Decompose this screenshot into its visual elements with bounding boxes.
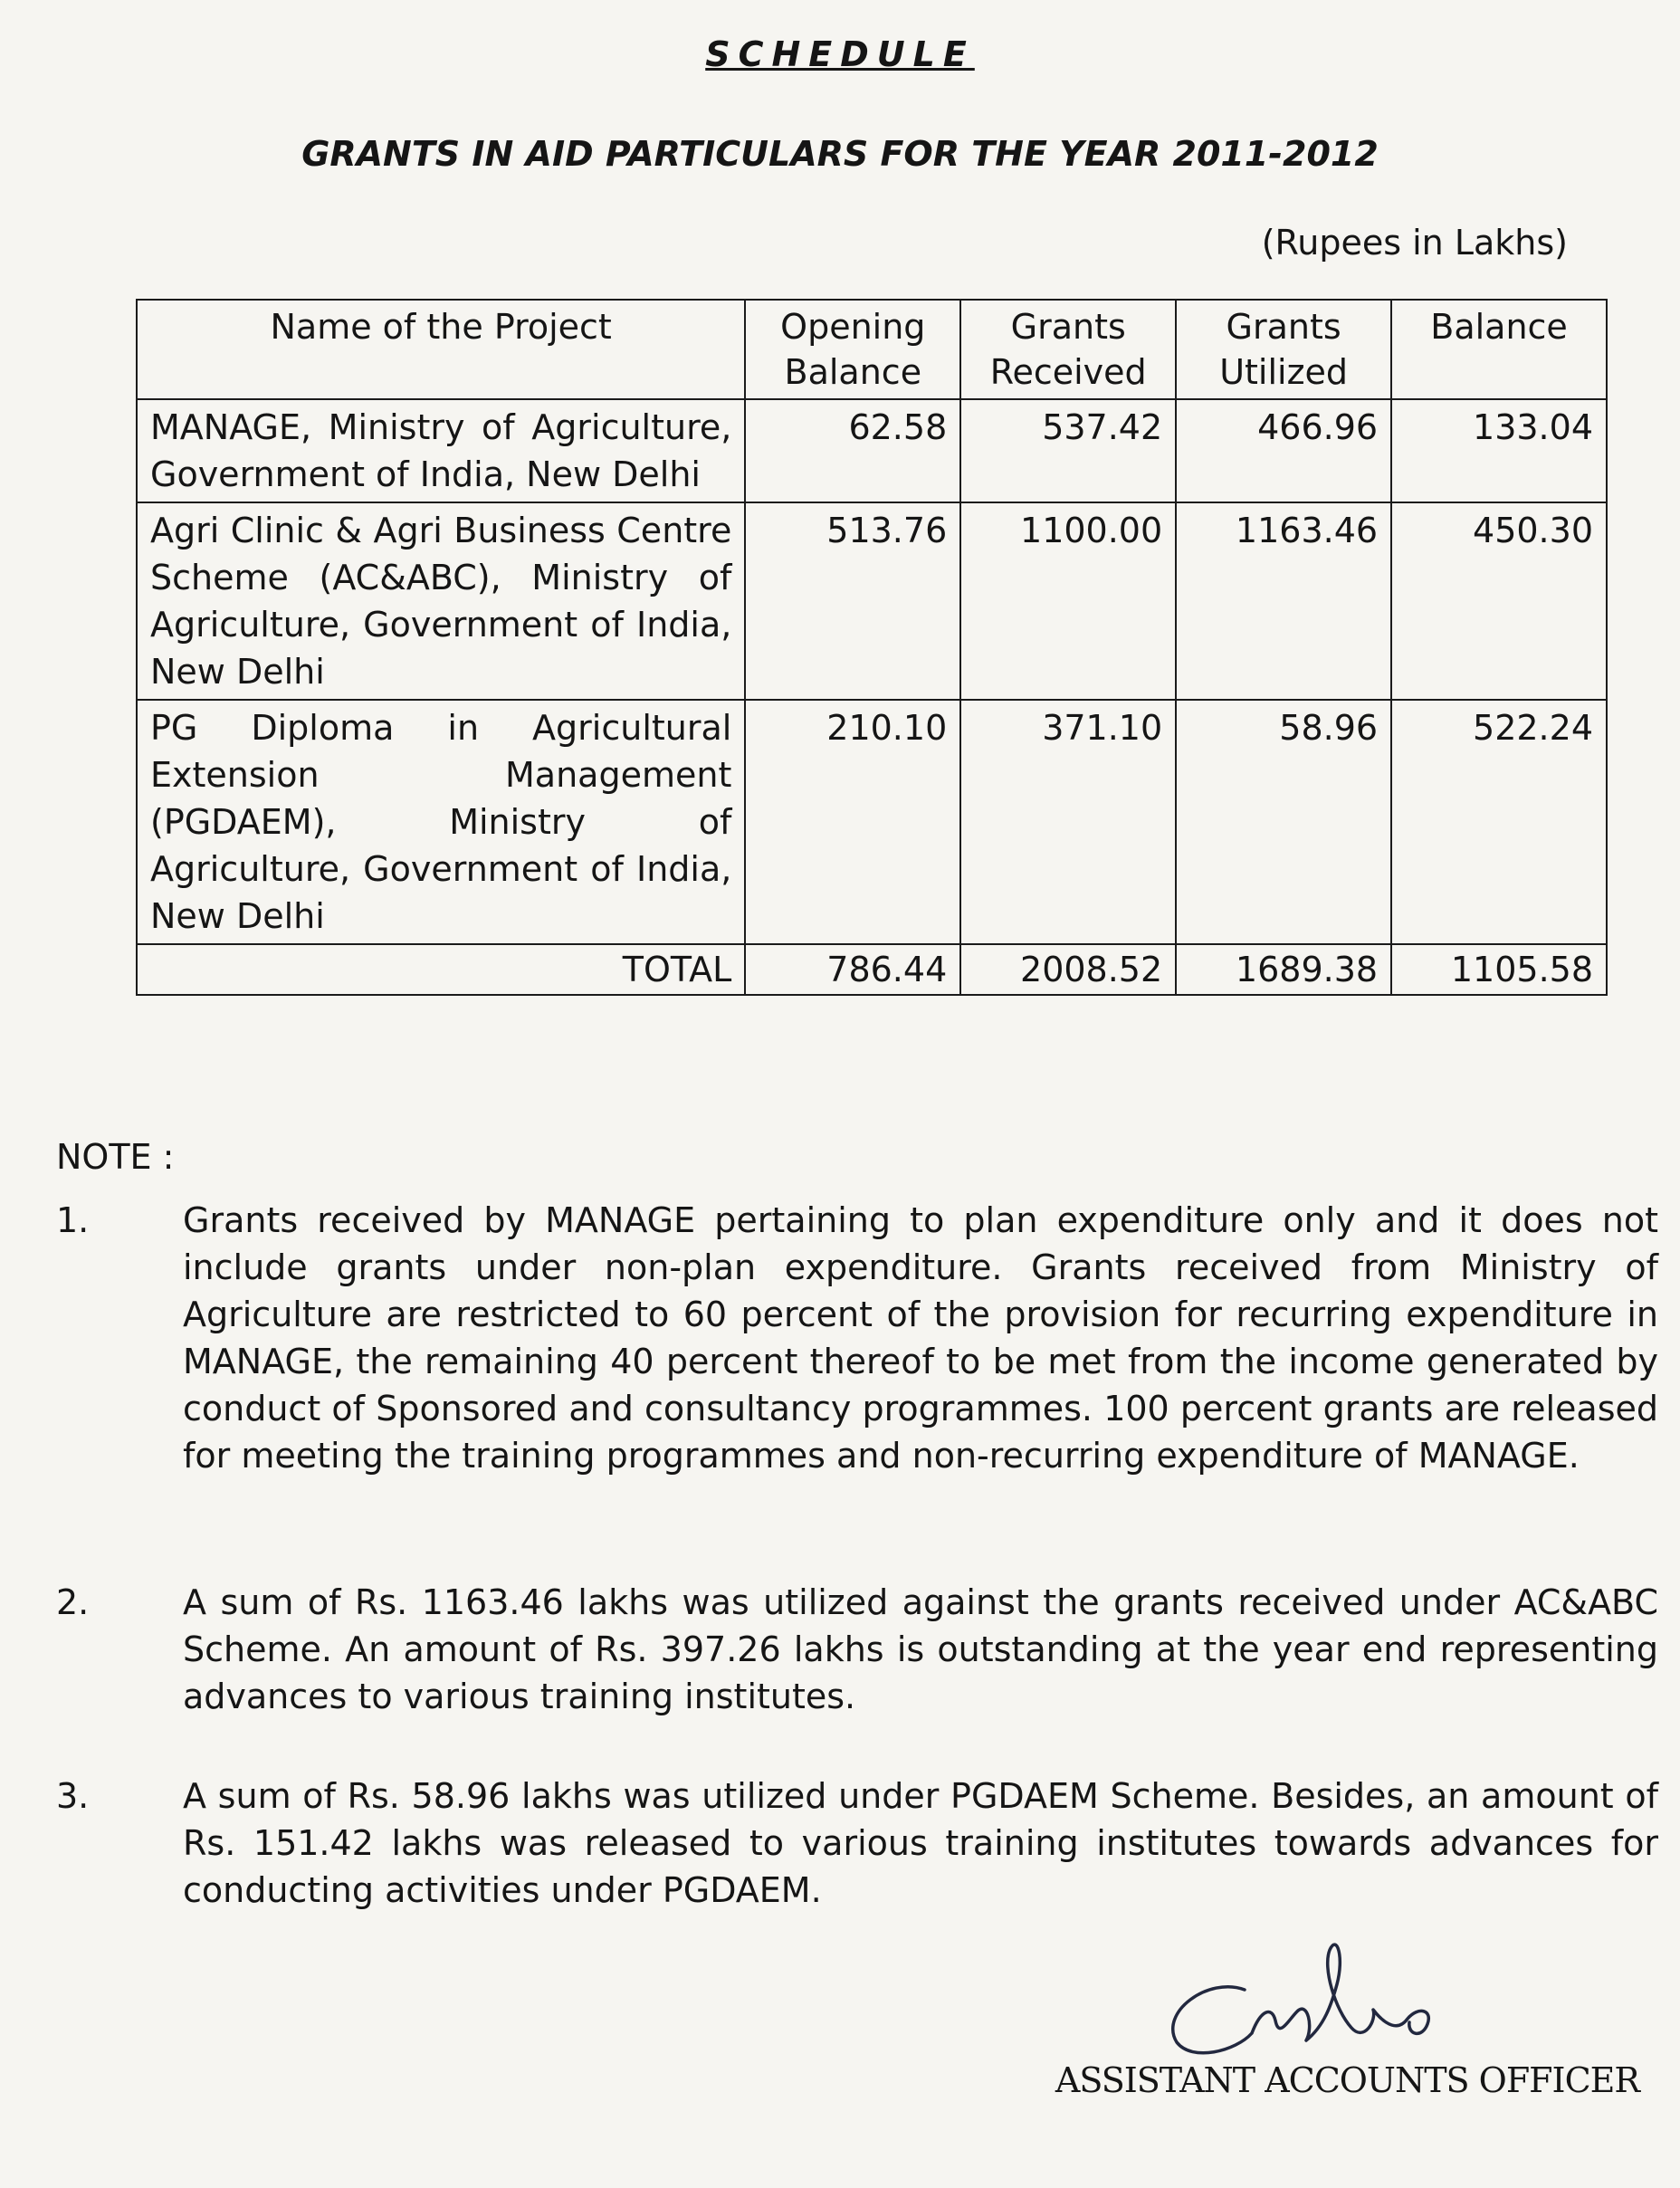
- opening-balance-cell: 62.58: [745, 399, 960, 502]
- table-header-row: [137, 300, 1607, 399]
- note-item: [56, 1197, 1658, 1479]
- note-text: Grants received by MANAGE pertaining to plan expenditure only and it does not include grants under non-plan expenditure. Grants received from Ministry of Agriculture are restricted to 60 percent of the provision for recurring expenditure in MANAGE, the remaining 40 percent thereof to be met from the income generated by conduct of Sponsored and consultancy programmes. 100 percent grants are released for meeting the training programmes and non-recurring expenditure of MANAGE.: [183, 1200, 1658, 1476]
- grants-utilized-cell: 1163.46: [1176, 502, 1391, 700]
- note-number: 3.: [56, 1776, 90, 1816]
- grants-utilized-cell: 58.96: [1176, 700, 1391, 944]
- project-name-cell: Agri Clinic & Agri Business Centre Scheme (AC&ABC), Ministry of Agriculture, Government of India, New Delhi: [137, 502, 745, 700]
- project-name-cell: MANAGE, Ministry of Agriculture, Government of India, New Delhi: [137, 399, 745, 502]
- grants-table: [136, 299, 1608, 996]
- total-grants-received: 2008.52: [960, 944, 1176, 995]
- project-name-cell: PG Diploma in Agricultural Extension Management (PGDAEM), Ministry of Agriculture, Government of India, New Delhi: [137, 700, 745, 944]
- note-number: 2.: [56, 1582, 90, 1622]
- total-opening-balance: 786.44: [745, 944, 960, 995]
- grants-received-cell: 537.42: [960, 399, 1176, 502]
- balance-cell: 133.04: [1391, 399, 1607, 502]
- header-grants-received: Grants Received: [960, 300, 1176, 399]
- officer-designation: ASSISTANT ACCOUNTS OFFICER: [1055, 2060, 1639, 2100]
- opening-balance-cell: 210.10: [745, 700, 960, 944]
- header-balance: Balance: [1391, 300, 1607, 399]
- grants-received-cell: 371.10: [960, 700, 1176, 944]
- grants-received-cell: 1100.00: [960, 502, 1176, 700]
- balance-cell: 522.24: [1391, 700, 1607, 944]
- table-row: [137, 700, 1607, 944]
- total-row: [137, 944, 1607, 995]
- grants-utilized-cell: 466.96: [1176, 399, 1391, 502]
- total-label: TOTAL: [137, 944, 745, 995]
- note-item: [56, 1772, 1658, 1914]
- header-project-name: Name of the Project: [137, 300, 745, 399]
- schedule-heading: SCHEDULE: [705, 34, 975, 74]
- signature: [1136, 1926, 1480, 2071]
- opening-balance-cell: 513.76: [745, 502, 960, 700]
- total-grants-utilized: 1689.38: [1176, 944, 1391, 995]
- note-number: 1.: [56, 1200, 90, 1240]
- note-label: NOTE :: [56, 1137, 175, 1177]
- total-balance: 1105.58: [1391, 944, 1607, 995]
- note-text: A sum of Rs. 1163.46 lakhs was utilized against the grants received under AC&ABC Scheme. An amount of Rs. 397.26 lakhs is outstanding at the year end representing advances to various training institutes.: [183, 1582, 1658, 1716]
- document-title: GRANTS IN AID PARTICULARS FOR THE YEAR 2011-2012: [301, 134, 1379, 174]
- units-note: (Rupees in Lakhs): [1261, 223, 1568, 263]
- table-row: [137, 399, 1607, 502]
- balance-cell: 450.30: [1391, 502, 1607, 700]
- header-opening-balance: Opening Balance: [745, 300, 960, 399]
- note-text: A sum of Rs. 58.96 lakhs was utilized under PGDAEM Scheme. Besides, an amount of Rs. 151.42 lakhs was released to various training institutes towards advances for conducting activities under PGDAEM.: [183, 1776, 1658, 1910]
- table-row: [137, 502, 1607, 700]
- note-item: [56, 1579, 1658, 1720]
- header-grants-utilized: Grants Utilized: [1176, 300, 1391, 399]
